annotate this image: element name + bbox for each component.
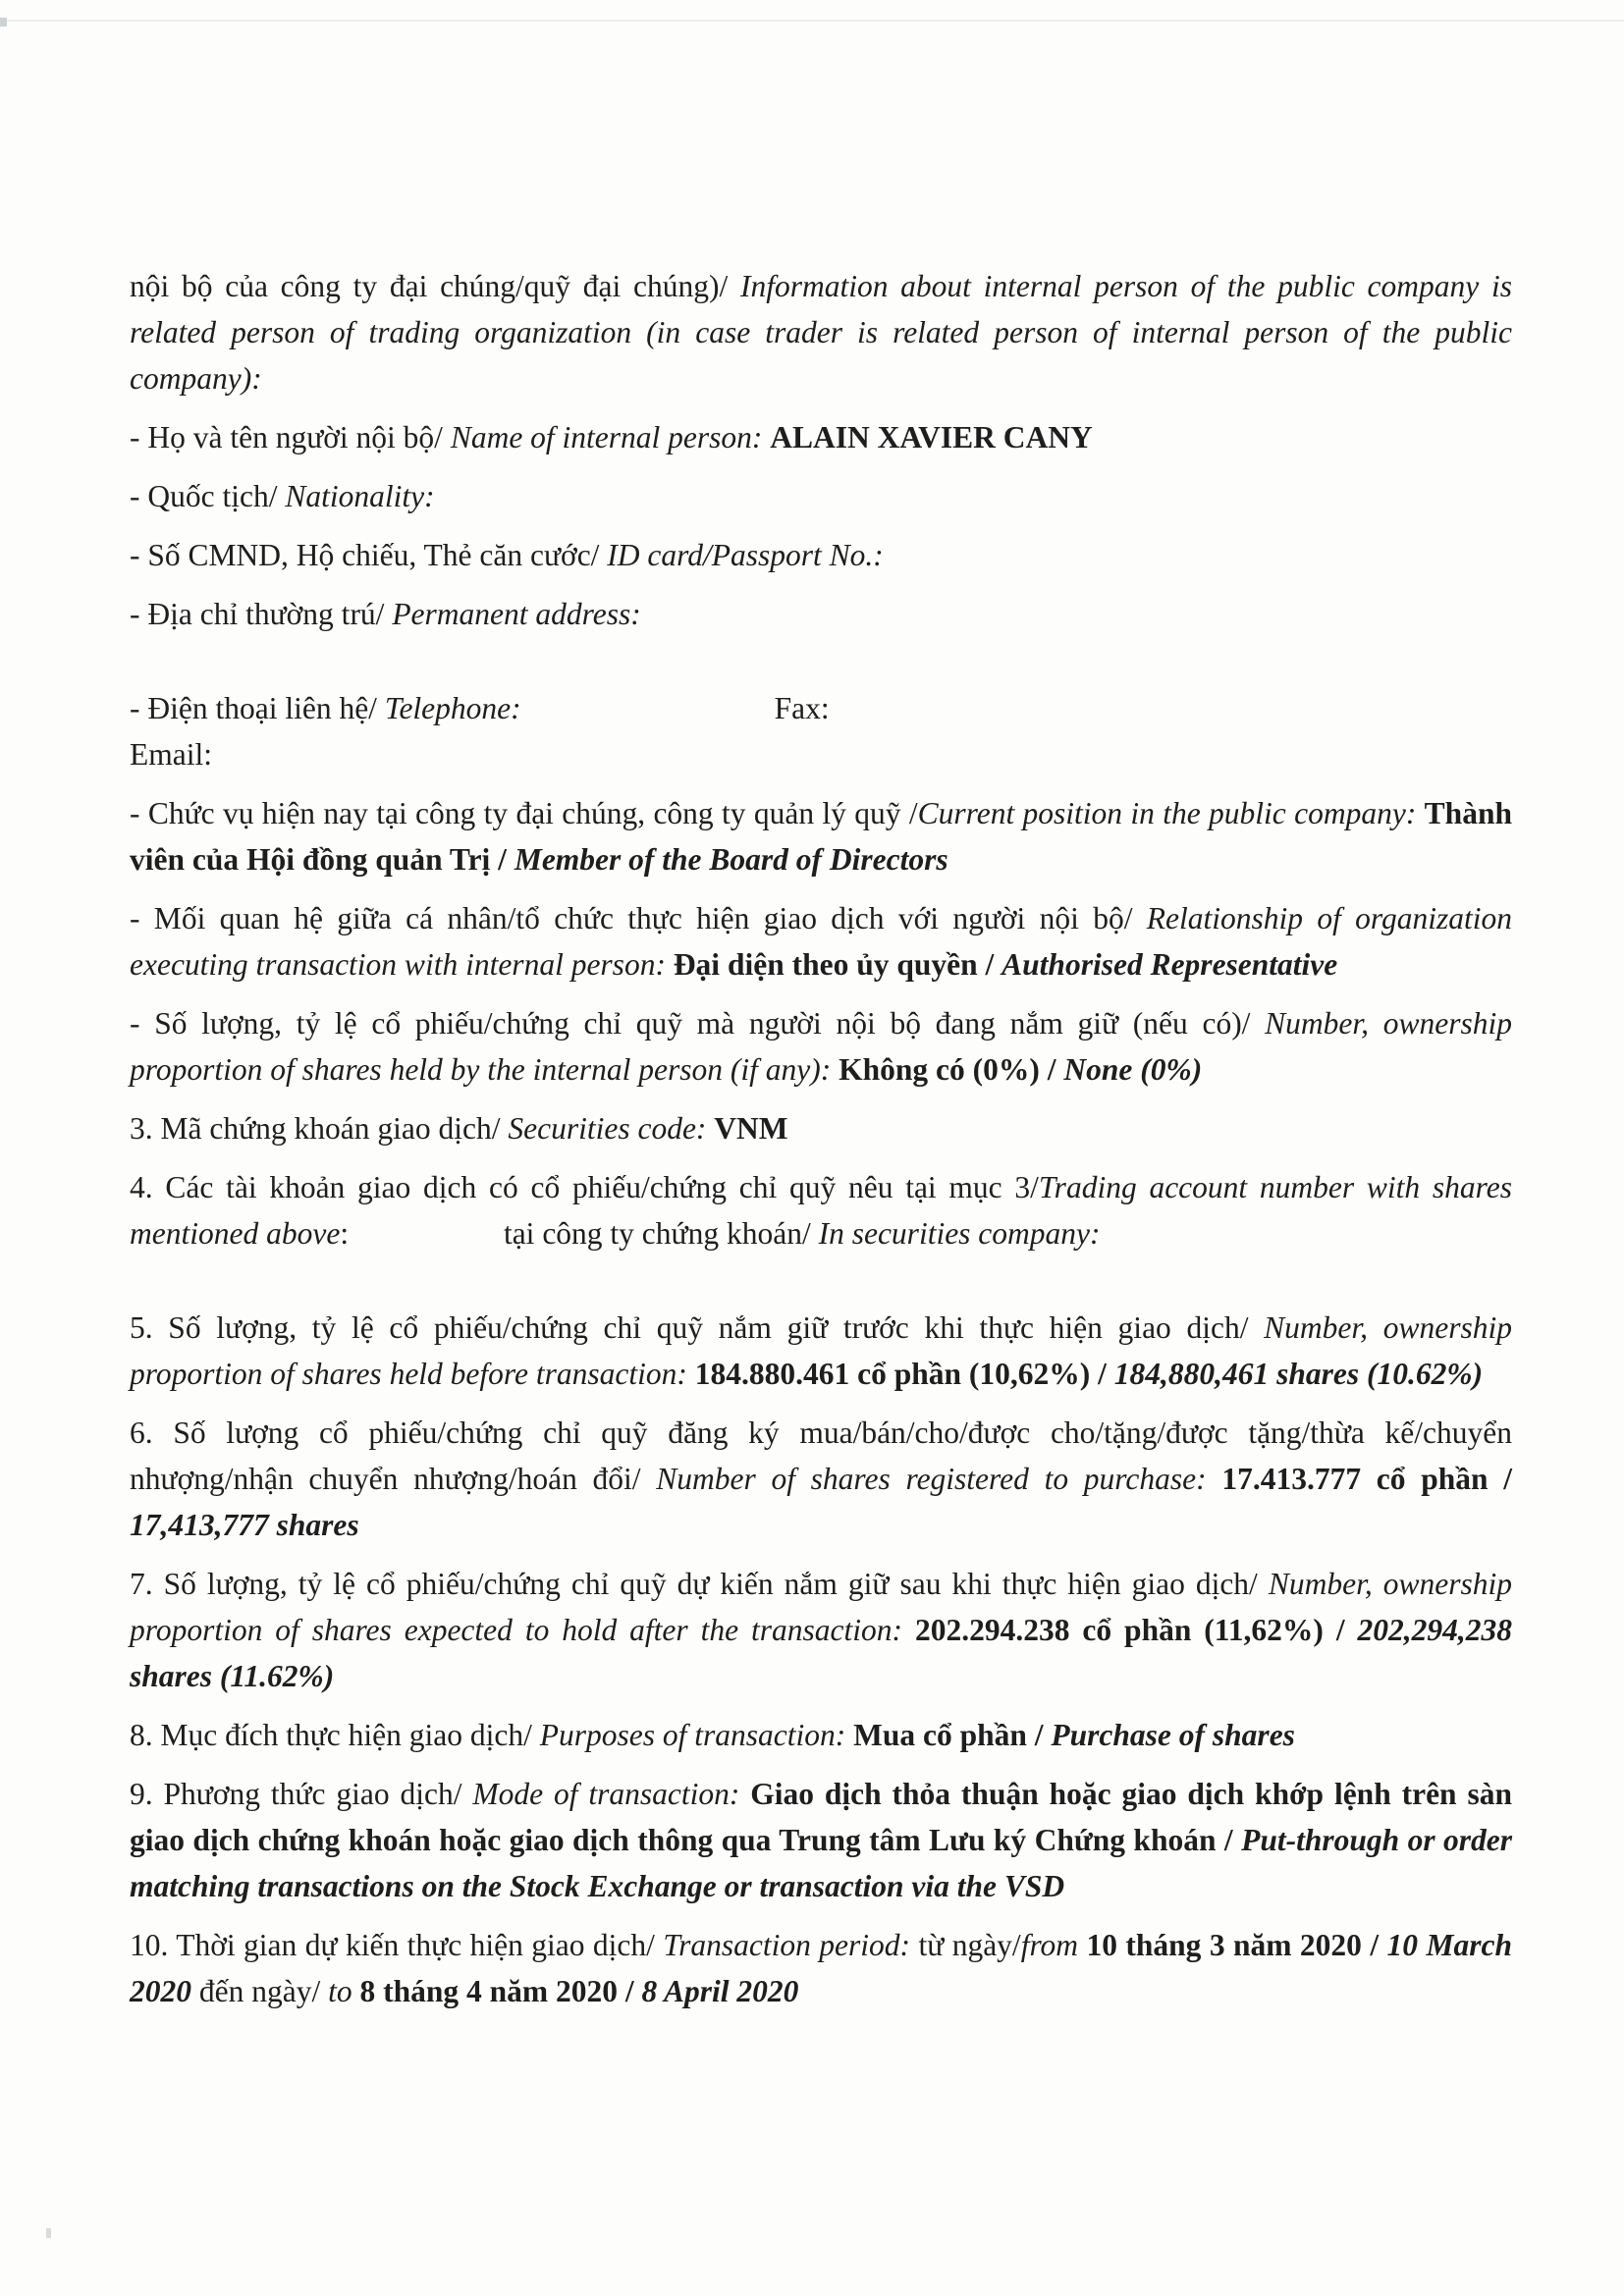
period-to-date-en: 8 April 2020: [641, 1974, 799, 2008]
name-label-en: Name of internal person:: [450, 420, 771, 454]
intro-english-text: Information about internal person of the public company is related person of trading organization (in case trader is related person of internal person of the public company):: [130, 269, 1512, 396]
shares-registered-label-vn: 6. Số lượng cổ phiếu/chứng chỉ quỹ đăng ký mua/bán/cho/được cho/tặng/được tặng/thừa kế/chuyển nhượng/nhận chuyển nhượng/hoán đổi/: [130, 1415, 1512, 1496]
field-name-of-internal-person: [130, 414, 1512, 460]
securities-code-value: VNM: [714, 1111, 788, 1146]
mode-label-en: Mode of transaction:: [472, 1777, 751, 1811]
shares-internal-value-vn: Không có (0%) /: [839, 1052, 1064, 1087]
shares-internal-label-en: Number, ownership proportion of shares held by the internal person (if any):: [130, 1006, 1512, 1087]
shares-registered-value-vn: 17.413.777 cổ phần /: [1221, 1462, 1512, 1496]
address-label-vn: - Địa chỉ thường trú/: [130, 597, 393, 631]
securities-code-label-en: Securities code:: [508, 1111, 715, 1146]
telephone-label-en: Telephone:: [384, 691, 521, 725]
field-transaction-purpose: [130, 1712, 1512, 1758]
securities-company-label-en: In securities company:: [818, 1216, 1101, 1251]
field-relationship-with-internal-person: [130, 895, 1512, 988]
field-shares-held-by-internal-person: [130, 1000, 1512, 1093]
scan-artifact-top-line: [0, 20, 1624, 22]
nationality-label-en: Nationality:: [285, 479, 435, 513]
mode-value-en: Put-through or order matching transactions on the Stock Exchange or transaction via the VSD: [130, 1823, 1513, 1903]
field-permanent-address: [130, 591, 1512, 637]
period-to-vn: đến ngày/: [191, 1974, 329, 2008]
position-value-en: Member of the Board of Directors: [514, 842, 948, 877]
shares-registered-label-en: Number of shares registered to purchase:: [656, 1462, 1222, 1496]
name-value: ALAIN XAVIER CANY: [770, 420, 1093, 454]
shares-registered-value-en: 17,413,777 shares: [130, 1508, 359, 1542]
shares-before-value-vn: 184.880.461 cổ phần (10,62%) /: [694, 1357, 1114, 1391]
shares-after-label-vn: 7. Số lượng, tỷ lệ cổ phiếu/chứng chỉ quỹ dự kiến nắm giữ sau khi thực hiện giao dịch/: [130, 1567, 1269, 1601]
field-trading-account: [130, 1164, 1512, 1256]
position-value-vn: Thành viên của Hội đồng quản Trị /: [130, 796, 1512, 877]
scan-artifact-top-left-dot: [0, 18, 7, 27]
relationship-label-en: Relationship of organization executing transaction with internal person:: [130, 901, 1512, 982]
field-id-card-passport: [130, 532, 1512, 578]
purpose-label-vn: 8. Mục đích thực hiện giao dịch/: [130, 1718, 540, 1752]
idcard-label-vn: - Số CMND, Hộ chiếu, Thẻ căn cước/: [130, 538, 608, 572]
relationship-value-en: Authorised Representative: [1001, 947, 1338, 982]
field-shares-before-transaction: [130, 1305, 1512, 1397]
securities-company-label-vn: tại công ty chứng khoán/: [503, 1216, 819, 1251]
field-transaction-mode: [130, 1771, 1512, 1909]
purpose-value-vn: Mua cổ phần /: [853, 1718, 1052, 1752]
shares-internal-label-vn: - Số lượng, tỷ lệ cổ phiếu/chứng chỉ quỹ mà người nội bộ đang nắm giữ (nếu có)/: [130, 1006, 1266, 1041]
period-label-en: Transaction period:: [663, 1928, 919, 1962]
para-internal-person-intro: [130, 263, 1512, 401]
field-shares-registered-to-purchase: [130, 1410, 1512, 1548]
telephone-label-vn: - Điện thoại liên hệ/: [130, 691, 385, 725]
shares-before-label-vn: 5. Số lượng, tỷ lệ cổ phiếu/chứng chỉ quỹ nắm giữ trước khi thực hiện giao dịch/: [130, 1310, 1265, 1345]
mode-value-vn: Giao dịch thỏa thuận hoặc giao dịch khớp lệnh trên sàn giao dịch chứng khoán hoặc giao dịch thông qua Trung tâm Lưu ký Chứng khoán /: [130, 1777, 1512, 1857]
position-label-vn: - Chức vụ hiện nay tại công ty đại chúng, công ty quản lý quỹ /: [130, 796, 918, 830]
trading-account-label-vn: 4. Các tài khoản giao dịch có cổ phiếu/chứng chỉ quỹ nêu tại mục 3/: [130, 1170, 1039, 1204]
purpose-value-en: Purchase of shares: [1051, 1718, 1295, 1752]
idcard-label-en: ID card/Passport No.:: [607, 538, 884, 572]
period-from-vn: từ ngày/: [918, 1928, 1021, 1962]
shares-after-label-en: Number, ownership proportion of shares expected to hold after the transaction:: [130, 1567, 1512, 1647]
trading-account-colon: :: [340, 1216, 356, 1251]
name-label-vn: - Họ và tên người nội bộ/: [130, 420, 451, 454]
field-current-position: [130, 790, 1512, 882]
address-label-en: Permanent address:: [392, 597, 641, 631]
purpose-label-en: Purposes of transaction:: [539, 1718, 854, 1752]
shares-before-value-en: 184,880,461 shares (10.62%): [1113, 1357, 1484, 1391]
intro-vietnamese-text: nội bộ của công ty đại chúng/quỹ đại chúng)/: [130, 269, 740, 303]
shares-internal-value-en: None (0%): [1063, 1052, 1203, 1087]
period-to-en: to: [328, 1974, 360, 2008]
document-body: [130, 263, 1512, 2027]
shares-after-value-vn: 202.294.238 cổ phần (11,62%) /: [914, 1613, 1358, 1647]
period-from-en: from: [1020, 1928, 1087, 1962]
scan-artifact-bottom-left-dot: [46, 2228, 51, 2238]
shares-before-label-en: Number, ownership proportion of shares held before transaction:: [130, 1310, 1512, 1391]
period-label-vn: 10. Thời gian dự kiến thực hiện giao dịch/: [130, 1928, 664, 1962]
mode-label-vn: 9. Phương thức giao dịch/: [130, 1777, 473, 1811]
nationality-label-vn: - Quốc tịch/: [130, 479, 286, 513]
field-securities-code: [130, 1105, 1512, 1151]
position-label-en: Current position in the public company:: [917, 796, 1425, 830]
field-nationality: [130, 473, 1512, 519]
trading-account-label-en: Trading account number with shares mentioned above: [130, 1170, 1512, 1251]
relationship-label-vn: - Mối quan hệ giữa cá nhân/tổ chức thực hiện giao dịch với người nội bộ/: [130, 901, 1147, 935]
period-from-date-en: 10 March 2020: [130, 1928, 1512, 2008]
field-shares-after-transaction: [130, 1561, 1512, 1699]
securities-code-label-vn: 3. Mã chứng khoán giao dịch/: [130, 1111, 509, 1146]
email-label: Email:: [130, 737, 212, 772]
shares-after-value-en: 202,294,238 shares (11.62%): [130, 1613, 1513, 1693]
field-transaction-period: [130, 1922, 1512, 2014]
relationship-value-vn: Đại diện theo ủy quyền /: [673, 947, 1002, 982]
fax-label: Fax:: [774, 691, 830, 725]
period-to-date-vn: 8 tháng 4 năm 2020 /: [359, 1974, 642, 2008]
field-telephone-fax-email: [130, 685, 1512, 777]
period-from-date-vn: 10 tháng 3 năm 2020 /: [1086, 1928, 1387, 1962]
